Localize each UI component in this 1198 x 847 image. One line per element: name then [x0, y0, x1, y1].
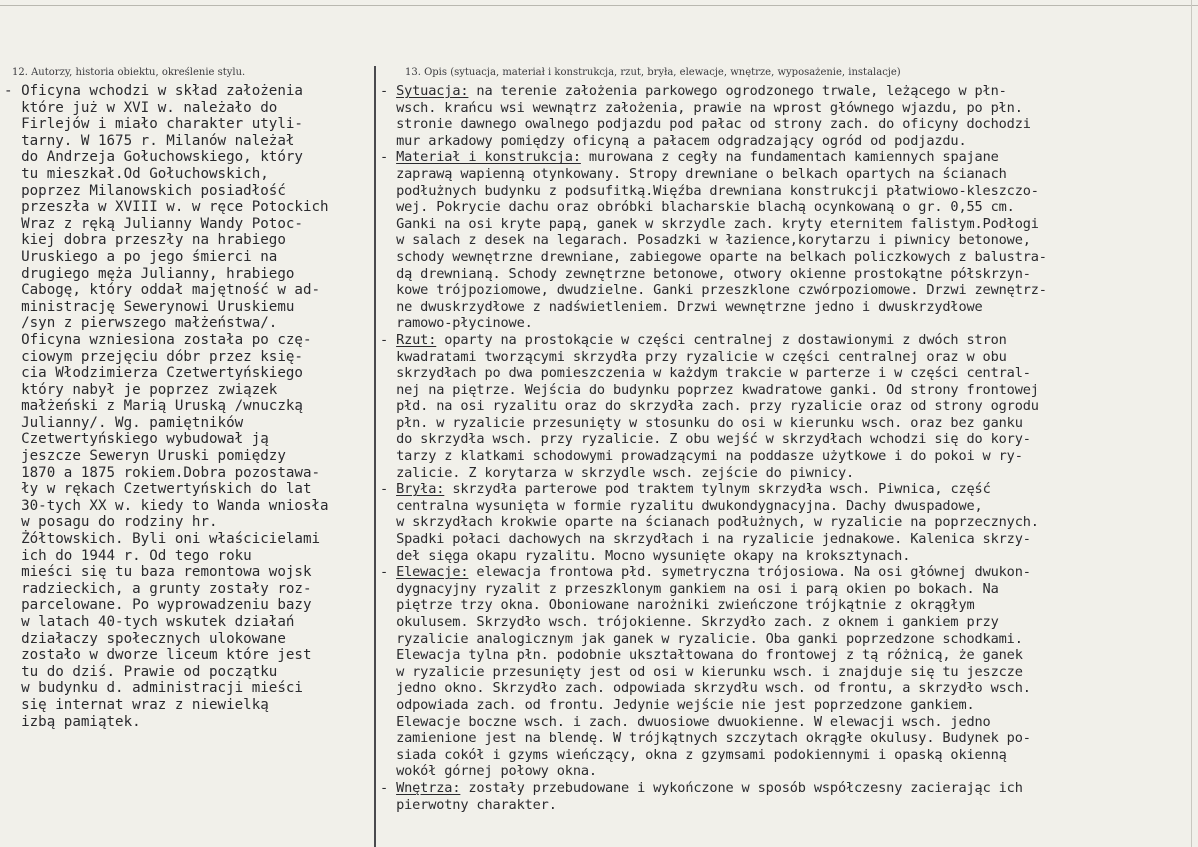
description-line: mur arkadowy pomiędzy oficyną a pałacem odgradzający ogród od podjazdu.	[380, 132, 967, 149]
description-line: Elewacja tylna płn. podobnie ukształtowana do frontowej z tą różnicą, że ganek	[380, 647, 1023, 664]
history-column	[4, 83, 372, 730]
history-line: kiej dobra przeszły na hrabiego	[4, 232, 286, 249]
description-header: 13. Opis (sytuacja, materiał i konstrukcja, rzut, bryła, elewacje, wnętrze, wyposażenie, instalacje)	[405, 67, 901, 78]
description-line: płd. na osi ryzalitu oraz do skrzydła zach. przy ryzalicie oraz od strony ogrodu	[380, 398, 1039, 415]
section-heading: Rzut:	[396, 331, 437, 348]
history-line: jeszcze Seweryn Uruski pomiędzy	[4, 448, 286, 465]
history-line: w budynku d. administracji mieści	[4, 680, 303, 697]
description-line: wsch. krańcu wsi wewnątrz założenia, prawie na wprost głównego wjazdu, po płn.	[380, 99, 1023, 116]
description-line: w salach z desek na legarach. Posadzki w łazience,korytarzu i piwnicy betonowe,	[380, 232, 1031, 249]
description-line: okulusem. Skrzydło wsch. trójokienne. Skrzydło zach. z oknem i gankiem przy	[380, 614, 999, 630]
description-line: pierwotny charakter.	[380, 796, 557, 813]
history-line: tu do dziś. Prawie od początku	[4, 663, 278, 680]
history-line: się internat wraz z niewielką	[4, 696, 269, 713]
top-divider	[0, 5, 1198, 6]
description-line: Ganki na osi kryte papą, ganek w skrzydle zach. kryty eternitem falistym.Podłogi	[380, 215, 1039, 232]
description-line: odpowiada zach. od frontu. Jedynie wejście nie jest poprzedzone gankiem.	[380, 696, 975, 713]
description-line: kowe trójpoziomowe, dwudzielne. Ganki przeszklone czwórpoziomowe. Drzwi zewnętrz-	[380, 282, 1047, 299]
history-line: w posagu do rodziny hr.	[4, 514, 218, 531]
description-line: - Sytuacja: na terenie założenia parkowego ogrodzonego trwale, leżącego w płn-	[380, 83, 1007, 99]
description-line: kwadratami tworzącymi skrzydła przy ryzalicie w części centralnej oraz w obu	[380, 348, 1007, 365]
history-line: tu mieszkał.Od Gołuchowskich,	[4, 165, 269, 182]
history-header: 12. Autorzy, historia obiektu, określenie stylu.	[12, 67, 246, 78]
description-line: płn. w ryzalicie przesunięty w stosunku do osi w kierunku wsch. oraz bez ganku	[380, 414, 1023, 431]
description-line: dą drewnianą. Schody zewnętrzne betonowe, otwory okienne prostokątne półskrzyn-	[380, 265, 1031, 282]
history-line: do Andrzeja Gołuchowskiego, który	[4, 149, 303, 166]
description-line: siada cokół i gzyms wieńczący, okna z gzymsami podokiennymi i opaską okienną	[380, 746, 1007, 763]
history-line: 1870 a 1875 rokiem.Dobra pozostawa-	[4, 464, 321, 481]
history-line: ły w rękach Czetwertyńskich do lat	[4, 481, 312, 498]
description-line: - Wnętrza: zostały przebudowane i wykończone w sposób współczesny zacierając ich	[380, 779, 1023, 796]
section-heading: Materiał i konstrukcja:	[396, 149, 581, 166]
column-divider	[374, 66, 376, 847]
description-line: w ryzalicie przesunięty jest od osi w kierunku wsch. i znajduje się tu jeszcze	[380, 663, 1023, 680]
description-line: zamienione jest na blendę. W trójkątnych szczytach okrągłe okulusy. Budynek po-	[380, 730, 1031, 747]
history-line: zostało w dworze liceum które jest	[4, 647, 312, 664]
description-line: podłużnych budynku z podsufitką.Więźba drewniana konstrukcji płatwiowo-kleszczo-	[380, 182, 1039, 199]
description-line: ramowo-płycinowe.	[380, 315, 533, 332]
description-line: ne dwuskrzydłowe z nadświetleniem. Drzwi wewnętrzne jedno i dwuskrzydłowe	[380, 298, 983, 315]
history-line: 30-tych XX w. kiedy to Wanda wniosła	[4, 497, 329, 514]
description-line: piętrze trzy okna. Oboniowane narożniki zwieńczone trójkątnie z okrągłym	[380, 597, 975, 614]
description-line: - Bryła: skrzydła parterowe pod traktem tylnym skrzydła wsch. Piwnica, część	[380, 481, 991, 498]
history-line: Cabogę, który oddał majętność w ad-	[4, 282, 321, 299]
description-line: - Rzut: oparty na prostokącie w części centralnej z dostawionymi z dwóch stron	[380, 331, 1007, 348]
history-line: Wraz z ręką Julianny Wandy Potoc-	[4, 215, 303, 232]
history-line: w latach 40-tych wskutek działań	[4, 614, 295, 630]
description-line: zaprawą wapienną otynkowany. Stropy drewniane o belkach opartych na ścianach	[380, 165, 1007, 182]
description-line: ryzalicie analogicznym jak ganek w ryzalicie. Oba ganki poprzedzone schodkami.	[380, 630, 1023, 647]
history-line: Firlejów i miało charakter utyli-	[4, 116, 303, 133]
history-line: małżeński z Marią Uruską /wnuczką	[4, 398, 303, 415]
description-line: Elewacje boczne wsch. i zach. dwuosiowe dwuokienne. W elewacji wsch. jedno	[380, 713, 991, 730]
description-line: w skrzydłach krokwie oparte na ścianach podłużnych, w ryzalicie na poprzecznych.	[380, 514, 1039, 531]
history-line: ciowym przejęciu dóbr przez księ-	[4, 348, 303, 365]
history-line: cia Włodzimierza Czetwertyńskiego	[4, 365, 303, 382]
history-line: który nabył je poprzez związek	[4, 381, 278, 398]
history-line: - Oficyna wchodzi w skład założenia	[4, 83, 303, 99]
history-line: Julianny/. Wg. pamiętników	[4, 414, 244, 431]
description-line: - Materiał i konstrukcja: murowana z cegły na fundamentach kamiennych spajane	[380, 149, 999, 166]
history-line: mieści się tu baza remontowa wojsk	[4, 564, 312, 581]
history-line: Uruskiego a po jego śmierci na	[4, 248, 278, 265]
history-line: ich do 1944 r. Od tego roku	[4, 547, 252, 564]
description-line: deł sięga okapu ryzalitu. Mocno wysunięte okapy na kroksztynach.	[380, 547, 911, 564]
description-line: schody wewnętrzne drewniane, zabiegowe oparte na belkach policzkowych z balustra-	[380, 248, 1047, 265]
description-line: skrzydłach po dwa pomieszczenia w każdym trakcie w parterze i w części central-	[380, 365, 1031, 382]
history-line: drugiego męża Julianny, hrabiego	[4, 265, 295, 282]
history-line: radzieckich, a grunty zostały roz-	[4, 580, 312, 597]
history-line: Czetwertyńskiego wybudował ją	[4, 431, 269, 448]
history-line: działaczy społecznych ulokowane	[4, 630, 286, 647]
description-line: Spadki połaci dachowych na skrzydłach i na ryzalicie jednakowe. Kalenica skrzy-	[380, 531, 1031, 548]
history-line: /syn z pierwszego małżeństwa/.	[4, 315, 278, 332]
history-line: poprzez Milanowskich posiadłość	[4, 182, 286, 199]
description-line: - Elewacje: elewacja frontowa płd. symetryczna trójosiowa. Na osi głównej dwukon-	[380, 564, 1031, 581]
history-line: przeszła w XVIII w. w ręce Potockich	[4, 199, 329, 216]
description-line: tarzy z klatkami schodowymi prowadzącymi na poddasze użytkowe i do pokoi w ry-	[380, 448, 1023, 465]
section-heading: Sytuacja:	[396, 83, 469, 99]
history-line: izbą pamiątek.	[4, 713, 141, 730]
description-line: nej na piętrze. Wejścia do budynku poprzez kwadratowe ganki. Od strony frontowej	[380, 381, 1039, 398]
history-line: tarny. W 1675 r. Milanów należał	[4, 132, 295, 149]
description-line: stronie dawnego owalnego podjazdu pod pałac od strony zach. do oficyny dochodzi	[380, 116, 1031, 133]
description-column	[380, 83, 1195, 813]
section-heading: Bryła:	[396, 481, 445, 498]
history-line: ministrację Sewerynowi Uruskiemu	[4, 298, 295, 315]
description-line: centralna wysunięta w formie ryzalitu dwukondygnacyjna. Dachy dwuspadowe,	[380, 497, 983, 514]
description-line: dygnacyjny ryzalit z przeszklonym gankiem na osi i parą okien po bokach. Na	[380, 580, 999, 597]
description-line: zalicie. Z korytarza w skrzydle wsch. zejście do piwnicy.	[380, 464, 855, 481]
history-line: które już w XVI w. należało do	[4, 99, 278, 116]
description-line: wokół górnej połowy okna.	[380, 763, 597, 780]
history-line: Oficyna wzniesiona została po czę-	[4, 331, 312, 348]
section-heading: Elewacje:	[396, 564, 469, 581]
description-line: wej. Pokrycie dachu oraz obróbki blacharskie blachą ocynkowaną o gr. 0,55 cm.	[380, 199, 1015, 216]
description-line: jedno okno. Skrzydło zach. odpowiada skrzydłu wsch. od frontu, a skrzydło wsch.	[380, 680, 1031, 697]
history-line: Żółtowskich. Byli oni właścicielami	[4, 531, 321, 548]
history-line: parcelowane. Po wyprowadzeniu bazy	[4, 597, 312, 614]
section-heading: Wnętrza:	[396, 779, 461, 796]
description-line: do skrzydła wsch. przy ryzalicie. Z obu wejść w skrzydłach wchodzi się do kory-	[380, 431, 1031, 448]
